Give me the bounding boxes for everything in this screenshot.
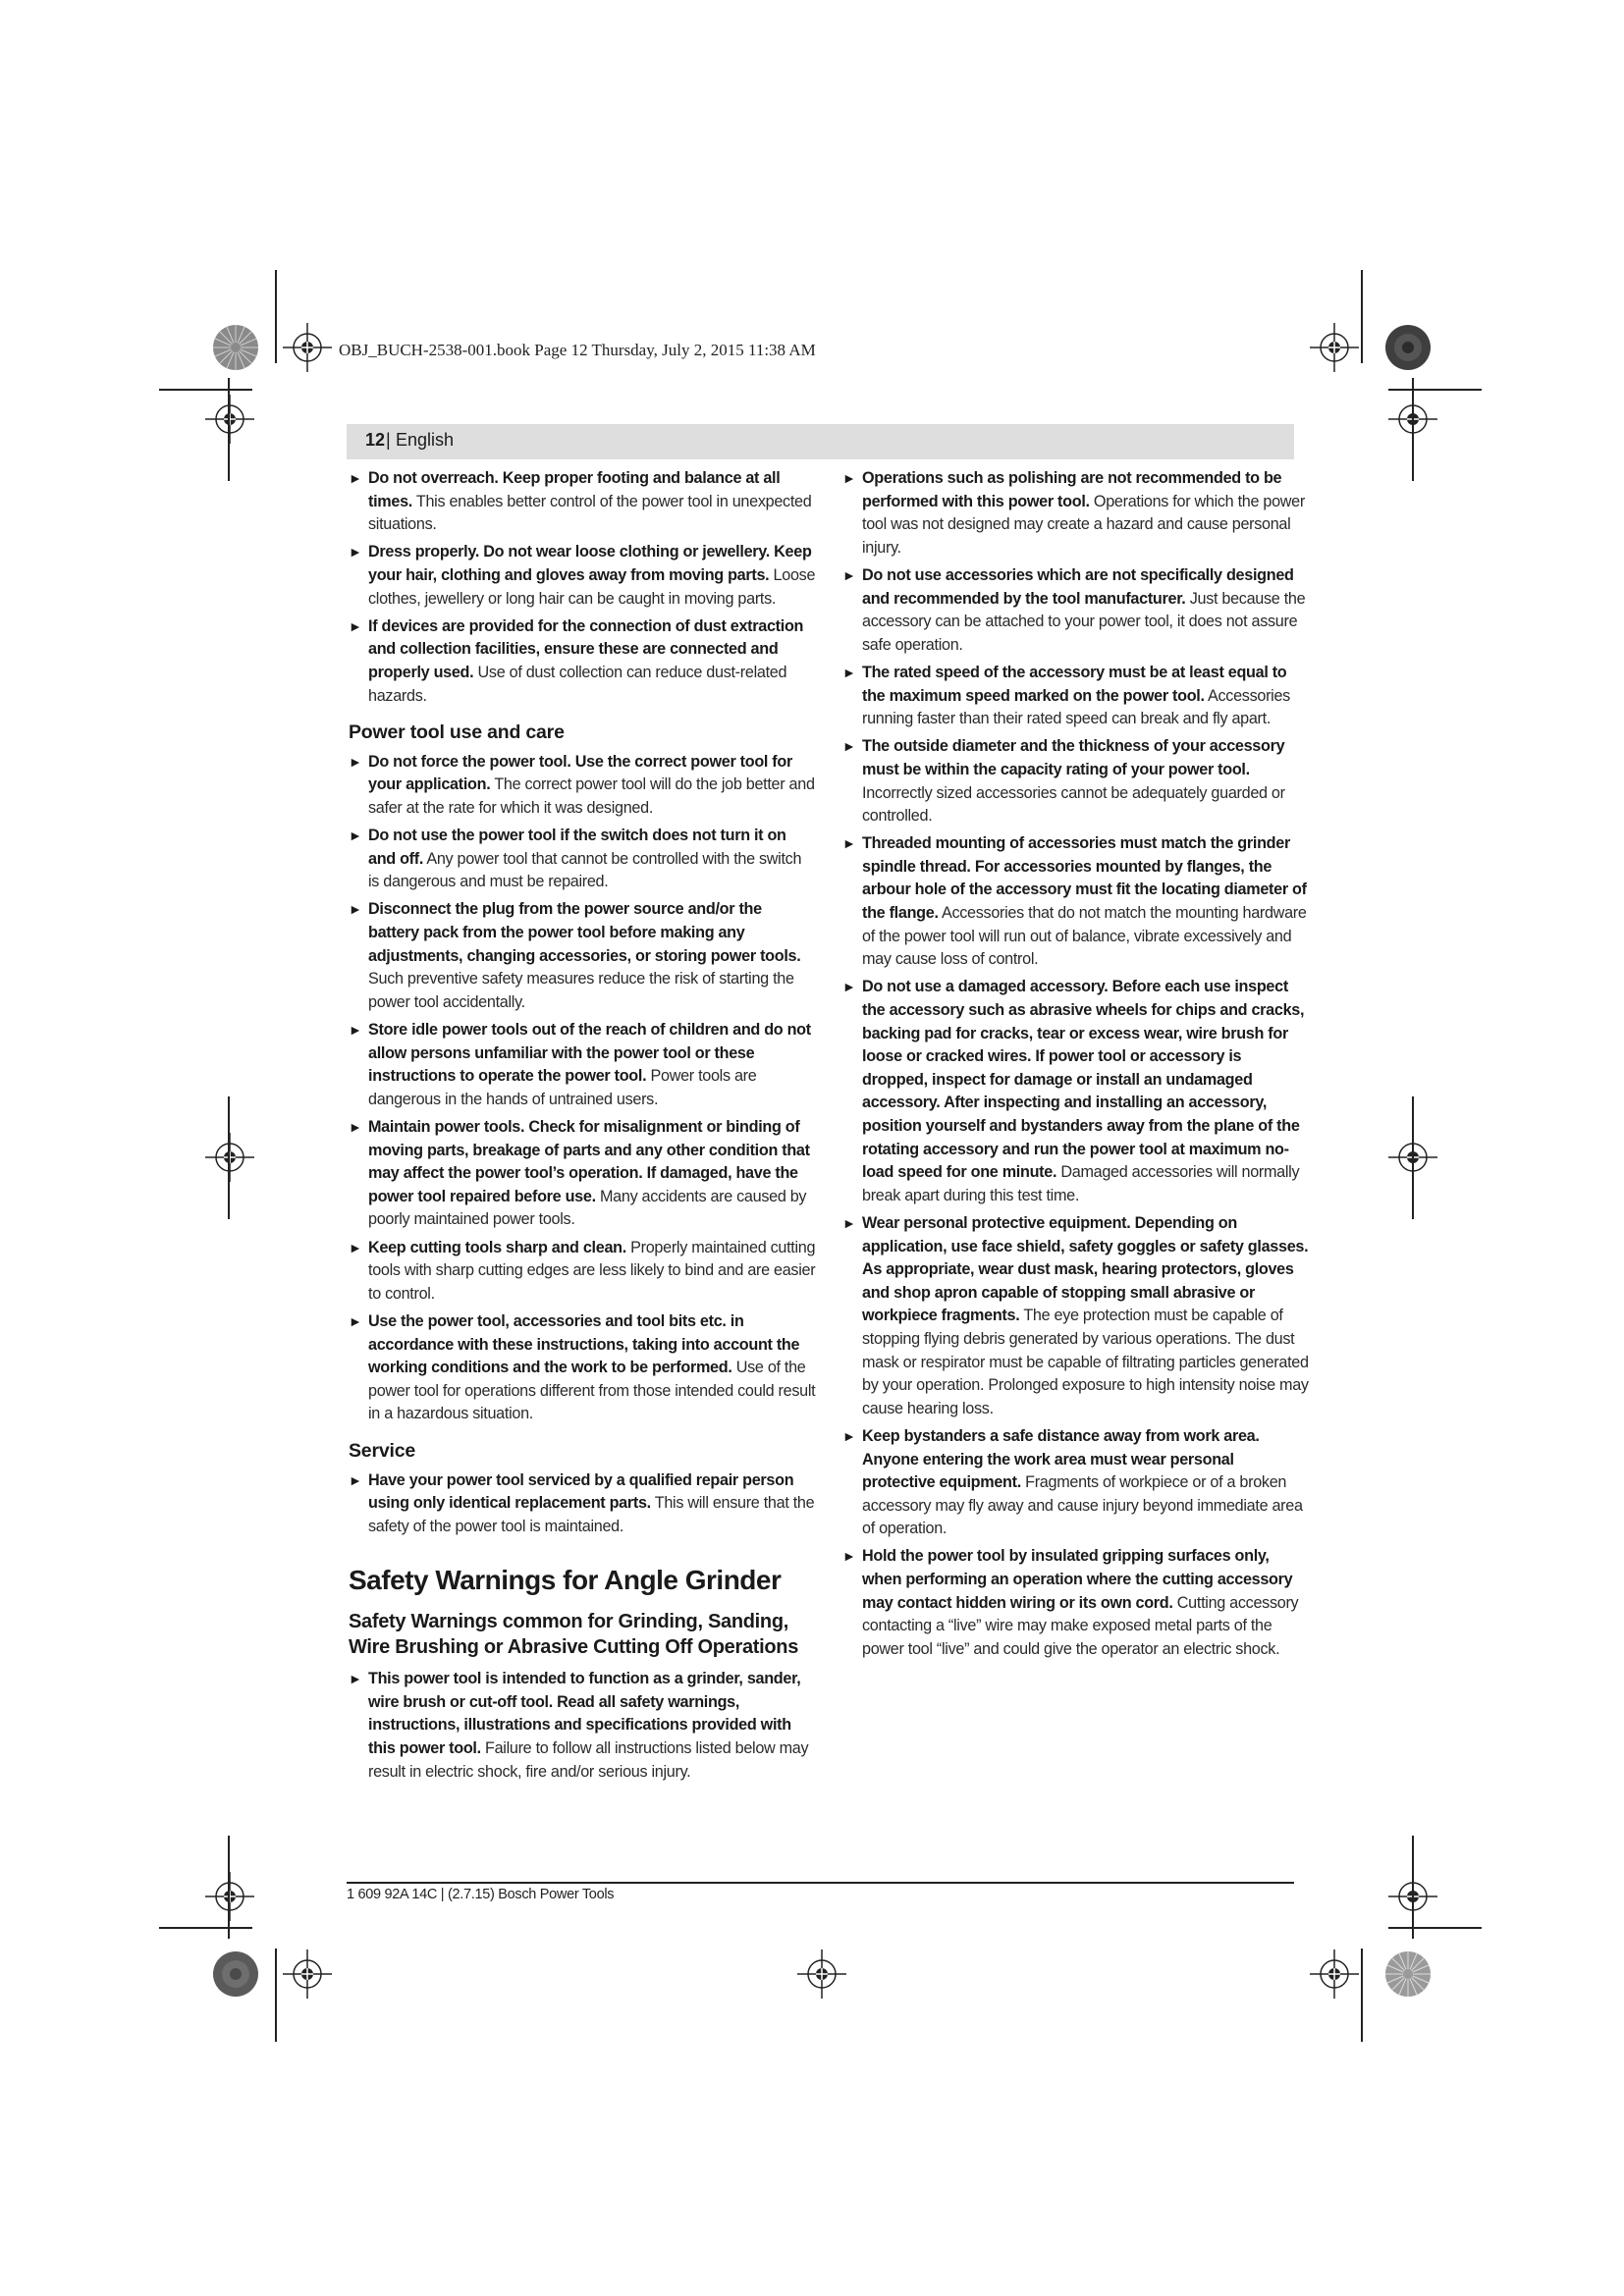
warning-body-text: Operations for which the power tool was not designed may create a hazard and cause personal injury. — [862, 492, 1305, 557]
safety-list-item — [349, 467, 816, 537]
crop-mark — [1412, 378, 1414, 481]
section-heading-service: Service — [349, 1439, 415, 1462]
page-number: 12 — [365, 430, 386, 450]
safety-list-item — [349, 1116, 816, 1232]
crop-mark — [228, 1096, 230, 1219]
crop-mark — [1412, 1096, 1414, 1219]
warning-lead-text: Store idle power tools out of the reach of children and do not allow persons unfamiliar with the power tool or these instructions to operate the power tool. — [368, 1021, 811, 1086]
bullet-arrow-icon: ► — [349, 1022, 362, 1039]
subheading-common-warnings: Safety Warnings common for Grinding, Sanding, Wire Brushing or Abrasive Cutting Off Operations — [349, 1611, 799, 1659]
crop-mark — [228, 378, 230, 481]
safety-list-item — [842, 1425, 1310, 1541]
warning-body-text: Damaged accessories will normally break apart during this test time. — [862, 1163, 1300, 1204]
warning-body-text: Such preventive safety measures reduce the risk of starting the power tool accidentally. — [368, 970, 794, 1011]
safety-list-item — [349, 1019, 816, 1111]
warning-body-text: Just because the accessory can be attached to your power tool, it does not assure safe operation. — [862, 589, 1306, 654]
crop-mark — [159, 1927, 252, 1929]
warning-body-text: Power tools are dangerous in the hands of untrained users. — [368, 1067, 757, 1108]
bullet-arrow-icon: ► — [349, 617, 362, 634]
warning-lead-text: Do not use the power tool if the switch does not turn it on and off. — [368, 827, 786, 868]
safety-list-item — [842, 662, 1310, 731]
registration-dial-icon — [1383, 1949, 1433, 1999]
warning-lead-text: Threaded mounting of accessories must match the grinder spindle thread. For accessories mounted by flanges, the arbour hole of the accessory must fit the locating diameter of the flange. — [862, 834, 1307, 923]
warning-lead-text: Maintain power tools. Check for misalignment or binding of moving parts, breakage of parts and any other condition that may affect the power tool’s operation. If damaged, have the power tool repaired before use. — [368, 1118, 810, 1205]
warning-body-text: This enables better control of the power tool in unexpected situations. — [368, 492, 812, 534]
crosshair-icon — [1310, 1949, 1359, 1999]
warning-lead-text: Have your power tool serviced by a qualified repair person using only identical replacement parts. — [368, 1470, 794, 1513]
safety-list-item — [349, 1310, 816, 1426]
safety-list-item — [842, 1545, 1310, 1661]
warning-body-text: Use of dust collection can reduce dust-related hazards. — [368, 663, 787, 705]
crosshair-icon — [283, 1949, 332, 1999]
safety-list-item — [842, 976, 1310, 1207]
warning-lead-text: Use the power tool, accessories and tool bits etc. in accordance with these instructions, taking into account the working conditions and the work to be performed. — [368, 1311, 800, 1377]
bullet-arrow-icon: ► — [349, 1239, 362, 1255]
crosshair-icon — [797, 1949, 846, 1999]
warning-body-text: The correct power tool will do the job better and safer at the rate for which it was designed. — [368, 775, 815, 817]
warning-body-text: Failure to follow all instructions listed below may result in electric shock, fire and/or serious injury. — [368, 1739, 809, 1781]
bullet-arrow-icon: ► — [349, 1312, 362, 1329]
crop-mark — [275, 270, 277, 363]
crosshair-icon — [205, 1133, 254, 1182]
warning-body-text: Incorrectly sized accessories cannot be adequately guarded or controlled. — [862, 783, 1285, 826]
warning-body-text: Loose clothes, jewellery or long hair can be caught in moving parts. — [368, 565, 816, 608]
bullet-arrow-icon: ► — [349, 1471, 362, 1488]
crop-mark — [1388, 1927, 1482, 1929]
page-header-bar — [347, 424, 1294, 459]
warning-lead-text: This power tool is intended to function as a grinder, sander, wire brush or cut-off tool. Read all safety warnings, instructions, illustrations and specifications provided with this power tool. — [368, 1670, 801, 1758]
safety-list-item — [842, 832, 1310, 972]
crosshair-icon — [205, 395, 254, 444]
warning-lead-text: Do not force the power tool. Use the correct power tool for your application. — [368, 752, 792, 794]
crop-mark — [275, 1949, 277, 2042]
safety-list-item — [349, 1237, 816, 1307]
bullet-arrow-icon: ► — [842, 470, 856, 486]
crop-mark — [228, 1836, 230, 1939]
warning-lead-text: Do not use a damaged accessory. Before each use inspect the accessory such as abrasive wheels for chips and cracks, backing pad for cracks, tear or excess wear, wire brush for loose or cracked wires. If power tool or accessory is dropped, inspect for damage or install an undamaged accessory. After inspecting and installing an accessory, position yourself and bystanders away from the plane of the rotating accessory and run the power tool at maximum no-load speed for one minute. — [862, 978, 1305, 1182]
safety-list-item — [842, 1212, 1310, 1420]
safety-list-item — [349, 898, 816, 1014]
bullet-arrow-icon: ► — [842, 835, 856, 852]
registration-dial-icon — [1383, 323, 1433, 372]
warning-lead-text: Do not use accessories which are not specifically designed and recommended by the tool manufacturer. — [862, 565, 1294, 608]
bullet-arrow-icon: ► — [349, 753, 362, 770]
warning-body-text: Any power tool that cannot be controlled with the switch is dangerous and must be repaired. — [368, 849, 802, 891]
bullet-arrow-icon: ► — [349, 901, 362, 918]
safety-list-item — [349, 1469, 816, 1539]
safety-list-item — [842, 735, 1310, 828]
crosshair-icon — [1310, 323, 1359, 372]
warning-lead-text: Dress properly. Do not wear loose clothing or jewellery. Keep your hair, clothing and gloves away from moving parts. — [368, 543, 812, 584]
warning-body-text: Accessories that do not match the mounting hardware of the power tool will run out of balance, vibrate excessively and may cause loss of control. — [862, 904, 1307, 969]
warning-body-text: Fragments of workpiece or of a broken accessory may fly away and cause injury beyond immediate area of operation. — [862, 1473, 1303, 1538]
page-separator: | — [386, 430, 391, 450]
crosshair-icon — [283, 323, 332, 372]
warning-lead-text: Operations such as polishing are not recommended to be performed with this power tool. — [862, 469, 1282, 510]
bullet-arrow-icon: ► — [349, 544, 362, 561]
warning-body-text: Accessories running faster than their rated speed can break and fly apart. — [862, 686, 1290, 728]
print-job-header: OBJ_BUCH-2538-001.book Page 12 Thursday, July 2, 2015 11:38 AM — [339, 341, 816, 359]
warning-lead-text: Do not overreach. Keep proper footing and balance at all times. — [368, 469, 781, 510]
warning-lead-text: Hold the power tool by insulated gripping surfaces only, when performing an operation where the cutting accessory may contact hidden wiring or its own cord. — [862, 1547, 1293, 1612]
left-column — [349, 467, 816, 1789]
bullet-arrow-icon: ► — [842, 1548, 856, 1565]
safety-list-item — [842, 467, 1310, 560]
footer-rule — [347, 1882, 1294, 1884]
bullet-arrow-icon: ► — [349, 1671, 362, 1687]
page-language: English — [396, 430, 455, 450]
warning-body-text: The eye protection must be capable of stopping flying debris generated by various operations. The dust mask or respirator must be capable of filtrating particles generated by your operation. Prolonged exposure to high intensity noise may cause hearing loss. — [862, 1307, 1309, 1417]
bullet-arrow-icon: ► — [349, 1119, 362, 1135]
warning-lead-text: The rated speed of the accessory must be at least equal to the maximum speed marked on the power tool. — [862, 663, 1287, 705]
warning-body-text: Many accidents are caused by poorly maintained power tools. — [368, 1187, 807, 1229]
warning-body-text: This will ensure that the safety of the power tool is maintained. — [368, 1494, 815, 1535]
bullet-arrow-icon: ► — [842, 566, 856, 583]
warning-lead-text: If devices are provided for the connection of dust extraction and collection facilities, ensure these are connected and properly used. — [368, 616, 804, 681]
bullet-arrow-icon: ► — [842, 979, 856, 995]
right-column — [842, 467, 1310, 1666]
warning-lead-text: Keep bystanders a safe distance away from work area. Anyone entering the work area must wear personal protective equipment. — [862, 1426, 1260, 1492]
warning-body-text: Properly maintained cutting tools with sharp cutting edges are less likely to bind and are easier to control. — [368, 1238, 816, 1303]
warning-lead-text: Wear personal protective equipment. Depending on application, use face shield, safety goggles or safety glasses. As appropriate, wear dust mask, hearing protectors, gloves and shop apron capable of stopping small abrasive or workpiece fragments. — [862, 1213, 1309, 1325]
bullet-arrow-icon: ► — [349, 828, 362, 844]
warning-lead-text: Keep cutting tools sharp and clean. — [368, 1238, 626, 1256]
crop-mark — [1412, 1836, 1414, 1939]
warning-lead-text: Disconnect the plug from the power source and/or the battery pack from the power tool before making any adjustments, changing accessories, or storing power tools. — [368, 900, 801, 965]
bullet-arrow-icon: ► — [842, 664, 856, 680]
bullet-arrow-icon: ► — [842, 1427, 856, 1444]
safety-list-item — [349, 825, 816, 894]
crop-mark — [1361, 1949, 1363, 2042]
safety-list-item — [349, 541, 816, 611]
crop-mark — [159, 389, 252, 391]
bullet-arrow-icon: ► — [842, 738, 856, 755]
registration-dial-icon — [211, 323, 260, 372]
safety-list-item — [349, 751, 816, 821]
chapter-heading-grinder: Safety Warnings for Angle Grinder — [349, 1565, 782, 1596]
crosshair-icon — [205, 1872, 254, 1921]
section-heading-power-tool: Power tool use and care — [349, 721, 565, 744]
warning-body-text: Use of the power tool for operations different from those intended could result in a hazardous situation. — [368, 1359, 816, 1423]
safety-list-item — [349, 1668, 816, 1784]
warning-body-text: Cutting accessory contacting a “live” wire may make exposed metal parts of the power tool “live” and could give the operator an electric shock. — [862, 1593, 1299, 1658]
footer-text: 1 609 92A 14C | (2.7.15) Bosch Power Tools — [347, 1887, 615, 1902]
safety-list-item — [349, 615, 816, 708]
registration-dial-icon — [211, 1949, 260, 1999]
warning-lead-text: The outside diameter and the thickness of your accessory must be within the capacity rating of your power tool. — [862, 737, 1285, 778]
bullet-arrow-icon: ► — [842, 1214, 856, 1231]
bullet-arrow-icon: ► — [349, 470, 362, 486]
crop-mark — [1361, 270, 1363, 363]
safety-list-item — [842, 564, 1310, 657]
crop-mark — [1388, 389, 1482, 391]
